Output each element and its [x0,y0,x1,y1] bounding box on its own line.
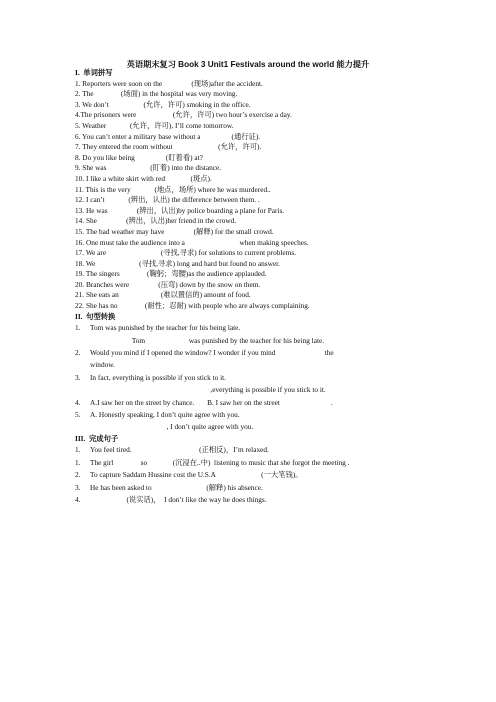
vocabulary-list [75,79,475,312]
list-item: 6. You can’t enter a military base without a (通行证). [75,131,261,141]
item-text: You feel tired. (正相反)，I’m relaxed. [90,445,269,455]
item-text: A.I saw her on the street by chance. B. I saw her on the street . [90,397,333,407]
list-item: 14. She (辨出，认出)her friend in the crowd. [75,216,237,226]
list-item [75,444,475,456]
list-item [75,494,475,506]
completion-list [75,444,475,506]
list-item: 21. She eats an (难以置信的) amount of food. [75,290,251,300]
worksheet-body [75,68,475,506]
item-text: Would you mind if I opened the window? I wonder if you mind the [90,348,334,358]
list-item: 19. The singers (鞠躬；弯腰)as the audience applauded. [75,269,267,279]
list-item [75,469,475,481]
section-heading-sentence-transformation: II. 句型转换 [75,311,116,321]
section-heading-vocabulary: I. 单词拼写 [75,68,113,77]
list-item: 20. Branches were (压弯) down by the snow on them. [75,279,261,289]
list-item [75,372,475,384]
list-item [75,359,475,371]
item-number: 2. [75,470,81,480]
list-item: 4.The prisoners were (允许，许可) two hour’s exercise a day. [75,110,292,120]
item-number: 1. [75,457,81,467]
list-item: 7. They entered the room without (允许，许可). [75,142,262,152]
list-item [75,322,475,334]
item-text: The girl so (沉浸在..中) listening to music that she forgot the meeting . [90,457,350,467]
item-text: Tom was punished by the teacher for his being late. [90,323,241,333]
list-item [75,397,475,409]
list-item: 11. This is the very (地点，场所) where he was murdered.. [75,184,271,194]
list-item [75,457,475,469]
item-number: 4. [75,494,81,504]
list-item [75,421,475,433]
list-item [75,384,475,396]
item-text: To capture Saddam Hussine cost the U.S.A (一大笔钱)。 [90,470,303,480]
item-number: 1. [75,445,81,455]
section-heading-sentence-completion: III. 完成句子 [75,433,119,443]
list-item [75,347,475,359]
transformation-list [75,322,475,434]
item-number: 2. [75,348,81,358]
item-text: In fact, everything is possible if you stick to it. [90,372,226,382]
list-item: 15. The bad weather may have (解释) for the small crowd. [75,226,274,236]
list-item: 8. Do you like being (盯着看) at? [75,152,203,162]
list-item: 10. I like a white skirt with red (斑点). [75,173,212,183]
list-item: 18. We (寻找,寻求) long and hard but found no answer. [75,258,280,268]
page-title: 英语期末复习 Book 3 Unit1 Festivals around the world 能力提升 [126,60,370,69]
list-item: 17. We are (寻找,寻求) for solutions to current problems. [75,248,296,258]
item-number: 1. [75,323,81,333]
item-text: , I don’t quite agree with you. [90,422,254,432]
item-number: 4. [75,397,81,407]
list-item [75,482,475,494]
list-item: 13. He was (辨出，认出)by police boarding a plane for Paris. [75,205,285,215]
item-text: window. [90,360,115,370]
item-text: (说实话)， I don’t like the way he does things. [90,494,267,504]
list-item: 16. One must take the audience into a when making speeches. [75,237,309,247]
list-item: 9. She was (盯着) into the distance. [75,163,222,173]
item-number: 3. [75,372,81,382]
list-item: 5. Weather (允许，许可), I’ll come tomorrow. [75,120,234,130]
list-item: 12. I can’t (辨出，认出) the difference between them. . [75,195,260,205]
list-item: 1. Reporters were soon on the (现场)after the accident. [75,78,263,88]
list-item: 3. We don’t (允许，许可) smoking in the office. [75,99,251,109]
item-text: A. Honestly speaking, I don’t quite agree with you. [90,409,240,419]
item-text: ,everything is possible if you stick to it. [90,385,326,395]
list-item [75,335,475,347]
list-item [75,409,475,421]
item-text: He has been asked to (解释) his absence. [90,482,263,492]
list-item: 2. The (场面) in the hospital was very moving. [75,89,238,99]
item-text: Tom was punished by the teacher for his being late. [90,335,325,345]
list-item: 22. She has no (耐性；忍耐) with people who are always complaining. [75,301,310,311]
item-number: 5. [75,409,81,419]
item-number: 3. [75,482,81,492]
